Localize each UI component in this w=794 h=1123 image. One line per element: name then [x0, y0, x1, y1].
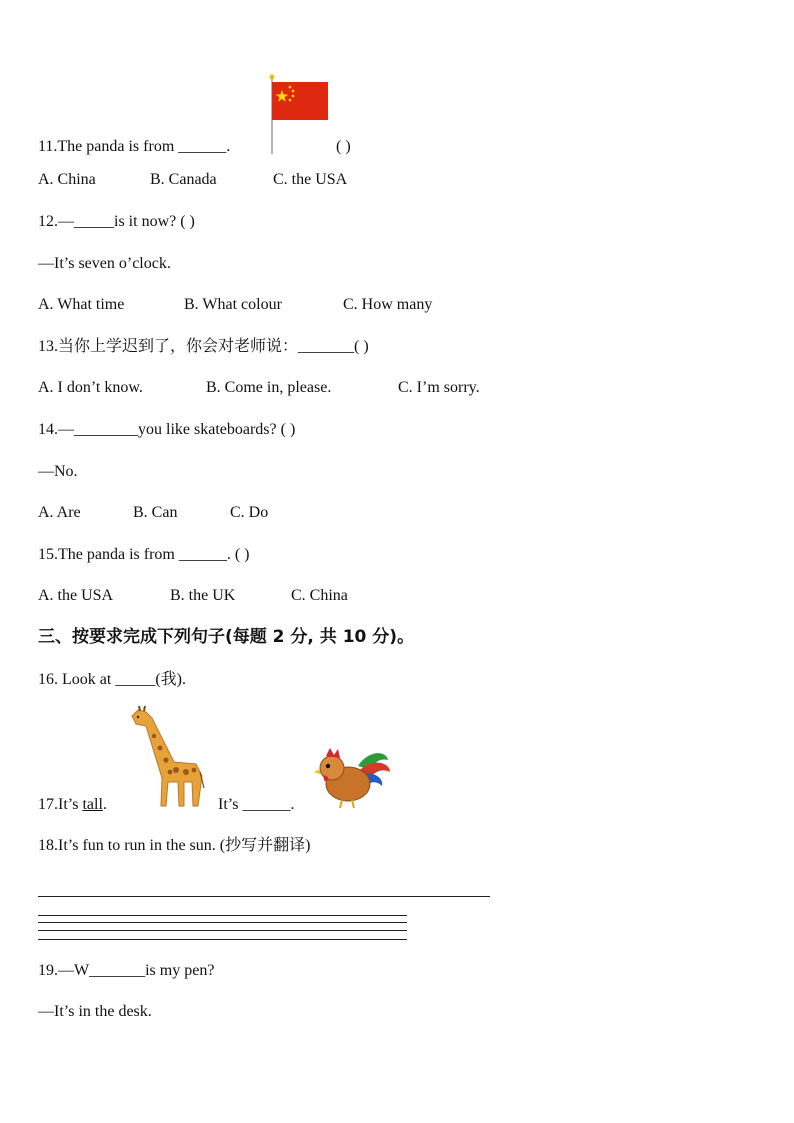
rooster-icon	[310, 744, 392, 810]
question-15-option-b: B. the UK	[170, 587, 236, 604]
question-14-answer: —No.	[38, 463, 78, 480]
question-18-stem: 18.It’s fun to run in the sun. (抄写并翻译)	[38, 837, 311, 854]
question-15-option-c: C. China	[291, 587, 348, 604]
copy-line-4	[38, 939, 407, 940]
question-13-option-b: B. Come in, please.	[206, 379, 332, 396]
question-19-answer: —It’s in the desk.	[38, 1003, 152, 1020]
question-11-option-b: B. Canada	[150, 171, 217, 188]
question-12-answer: —It’s seven o’clock.	[38, 255, 171, 272]
question-15-stem: 15.The panda is from ______. ( )	[38, 546, 250, 563]
giraffe-icon	[124, 706, 208, 812]
question-11-option-a: A. China	[38, 171, 96, 188]
question-17-underlined-word: tall	[82, 796, 103, 813]
question-12-option-b: B. What colour	[184, 296, 282, 313]
question-12-option-c: C. How many	[343, 296, 433, 313]
question-16-stem: 16. Look at _____(我).	[38, 671, 186, 688]
question-11-option-c: C. the USA	[273, 171, 348, 188]
answer-line-translation	[38, 896, 490, 897]
question-13-option-c: C. I’m sorry.	[398, 379, 480, 396]
question-13-stem: 13.当你上学迟到了，你会对老师说：_______( )	[38, 338, 369, 355]
question-14-option-a: A. Are	[38, 504, 81, 521]
question-14-option-b: B. Can	[133, 504, 178, 521]
question-14-option-c: C. Do	[230, 504, 269, 521]
china-flag-icon	[268, 74, 330, 156]
question-14-stem: 14.—________you like skateboards? ( )	[38, 421, 296, 438]
question-11-stem: 11.The panda is from ______.	[38, 138, 231, 155]
question-12-stem: 12.—_____is it now? ( )	[38, 213, 195, 230]
question-19-stem: 19.—W_______is my pen?	[38, 962, 215, 979]
question-11-answer-paren: ( )	[336, 138, 351, 155]
question-13-option-a: A. I don’t know.	[38, 379, 143, 396]
copy-line-1	[38, 915, 407, 916]
question-15-option-a: A. the USA	[38, 587, 114, 604]
section-3-heading: 三、按要求完成下列句子(每题 2 分, 共 10 分)。	[38, 627, 415, 647]
question-12-option-a: A. What time	[38, 296, 125, 313]
question-17-part-2: It’s ______.	[218, 796, 295, 813]
copy-line-2	[38, 922, 407, 923]
copy-line-3	[38, 930, 407, 931]
question-17-part-1: 17.It’s tall.	[38, 796, 107, 813]
